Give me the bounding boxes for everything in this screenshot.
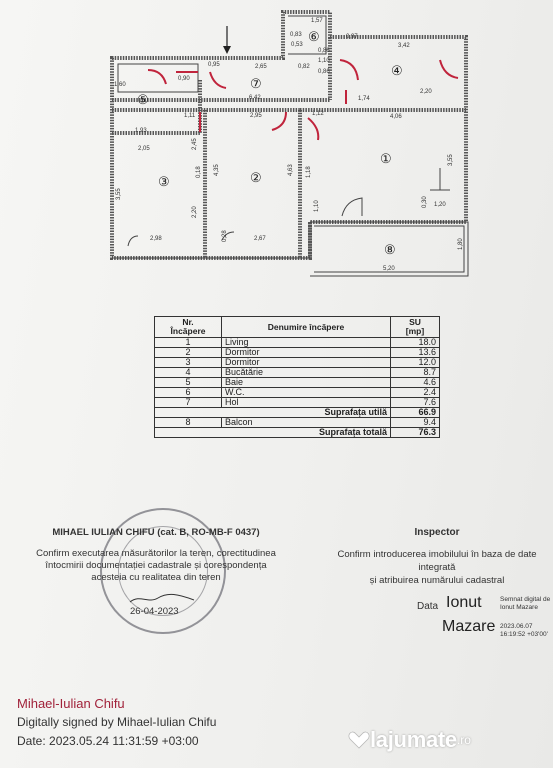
dim: 1,18: [306, 166, 312, 178]
table-row: [155, 368, 440, 378]
room-label-1: ①: [380, 151, 392, 166]
table-row: [155, 378, 440, 388]
dim: 4,06: [390, 114, 402, 120]
dim: 2,20: [420, 89, 432, 95]
digital-signer-name: Mihael-Iulian Chifu: [17, 696, 125, 711]
dim: 3,55: [448, 154, 454, 166]
inspector-big-name-1: Ionut: [446, 594, 482, 611]
dim: 2,95: [250, 113, 262, 119]
dim: 1,80: [458, 238, 464, 250]
dim: 0,28: [222, 230, 228, 242]
dim: 0,30: [422, 196, 428, 208]
cell-name: Bucătărie: [222, 368, 391, 378]
dim: 0,90: [178, 76, 190, 82]
balcony-outline: [112, 222, 468, 276]
useful-area-value: 66.9: [391, 408, 440, 418]
room-label-8: ⑧: [384, 242, 396, 257]
cell-nr: 6: [155, 388, 222, 398]
header-nr: [155, 317, 222, 338]
dim: 4,63: [288, 164, 294, 176]
table-row: [155, 418, 440, 428]
table-row: [155, 358, 440, 368]
inspector-signed-note: Semnat digital de Ionut Mazare: [500, 596, 551, 611]
total-area-row: [155, 428, 440, 438]
brand-tld: .ro: [456, 733, 471, 747]
surveyor-line-2: întocmirii documentației cadastrale și corespondența: [45, 560, 267, 571]
cell-name: W.C.: [222, 388, 391, 398]
header-su-l2: [mp]: [405, 326, 425, 336]
inspector-line-1: Confirm introducerea imobilului în baza de date integrată: [337, 549, 537, 573]
useful-area-row: [155, 408, 440, 418]
dim: 2,98: [150, 236, 162, 242]
surveyor-block: [20, 527, 292, 584]
cell-su: 9.4: [391, 418, 440, 428]
dim: 1,60: [114, 82, 126, 88]
cell-nr: 4: [155, 368, 222, 378]
handwritten-signature-icon: [128, 592, 198, 606]
cell-su: 4.6: [391, 378, 440, 388]
dim: 4,35: [214, 164, 220, 176]
cell-nr: 1: [155, 338, 222, 348]
dim: 3,55: [116, 188, 122, 200]
room-label-3: ③: [158, 174, 170, 189]
dim: 0,95: [208, 62, 220, 68]
cell-su: 13.6: [391, 348, 440, 358]
header-su: [391, 317, 440, 338]
dim: 1,12: [312, 111, 324, 117]
total-area-value: 76.3: [391, 428, 440, 438]
floor-plan: [0, 0, 553, 300]
digital-signed-by: Digitally signed by Mihael-Iulian Chifu: [17, 715, 217, 729]
dim: 0,82: [298, 64, 310, 70]
dim: 2,67: [254, 236, 266, 242]
header-nr-l2: Încăpere: [170, 326, 206, 336]
dim: 0,83: [290, 32, 302, 38]
digital-signed-date: Date: 2023.05.24 11:31:59 +03:00: [17, 734, 199, 748]
surveyor-name: MIHAEL IULIAN CHIFU (cat. B, RO-MB-F 0437): [52, 527, 260, 538]
plan-walls: [112, 12, 466, 258]
table-row: [155, 348, 440, 358]
dim: 2,45: [192, 138, 198, 150]
dim: 0,97: [346, 34, 358, 40]
header-nr-l1: Nr.: [182, 317, 194, 327]
surveyor-line-3: acesteia cu realitatea din teren: [91, 572, 221, 583]
dim: 3,42: [398, 43, 410, 49]
radiator-1: [430, 168, 450, 190]
brand-text: lajumate: [370, 727, 457, 752]
dim: 1,10: [318, 58, 330, 64]
cell-su: 8.7: [391, 368, 440, 378]
cell-nr: 2: [155, 348, 222, 358]
header-su-l1: SU: [409, 317, 421, 327]
dim: 1,20: [434, 202, 446, 208]
table-row: [155, 338, 440, 348]
cell-su: 12.0: [391, 358, 440, 368]
room-label-5: ⑤: [137, 92, 149, 107]
cell-nr: 8: [155, 418, 222, 428]
dim: 1,74: [358, 96, 370, 102]
total-area-label: Suprafața totală: [155, 428, 391, 438]
dim: 2,20: [192, 206, 198, 218]
cell-nr: 5: [155, 378, 222, 388]
heart-logo-icon: [348, 730, 370, 750]
dim: 1,11: [184, 113, 196, 119]
cell-name: Baie: [222, 378, 391, 388]
cell-name: Dormitor: [222, 358, 391, 368]
useful-area-label: Suprafața utilă: [155, 408, 391, 418]
door-room-3: [128, 236, 138, 246]
cell-nr: 7: [155, 398, 222, 408]
cell-name: Balcon: [222, 418, 391, 428]
table-header: [155, 317, 440, 338]
dim: 2,65: [255, 64, 267, 70]
inspector-signed-date: 2023.06.07 16:19:52 +03'00': [500, 623, 548, 638]
dim: 1,93: [135, 128, 147, 134]
dim: 0,18: [196, 166, 202, 178]
inspector-block: [318, 526, 553, 587]
dim: 1,57: [311, 18, 323, 24]
room-label-4: ④: [391, 63, 403, 78]
inspector-big-name-2: Mazare: [442, 618, 496, 635]
room-label-6: ⑥: [308, 29, 320, 44]
dim: 2,05: [138, 146, 150, 152]
cell-name: Living: [222, 338, 391, 348]
inspector-data-label: Data: [417, 601, 439, 612]
cell-su: 7.6: [391, 398, 440, 408]
inspector-title: Inspector: [414, 527, 460, 538]
room-label-2: ②: [250, 170, 262, 185]
balcony-door: [342, 198, 362, 216]
dim: 0,53: [291, 42, 303, 48]
inspector-line-2: și atribuirea numărului cadastral: [369, 575, 505, 586]
header-name: Denumire încăpere: [222, 317, 391, 338]
table-row: [155, 388, 440, 398]
cell-nr: 3: [155, 358, 222, 368]
dim: 1,10: [314, 200, 320, 212]
dim: 0,86: [318, 69, 330, 75]
cell-name: Dormitor: [222, 348, 391, 358]
surveyor-date: 26-04-2023: [130, 606, 179, 617]
surveyor-line-1: Confirm executarea măsurătorilor la teren, corectitudinea: [36, 548, 276, 559]
rooms-table: [154, 316, 440, 438]
dim: 0,86: [318, 48, 330, 54]
dim: 6,42: [249, 95, 261, 101]
table-row: [155, 398, 440, 408]
brand-watermark: [348, 727, 471, 753]
cell-su: 18.0: [391, 338, 440, 348]
room-label-7: ⑦: [250, 76, 262, 91]
dim: 5,20: [383, 266, 395, 272]
cell-su: 2.4: [391, 388, 440, 398]
cell-name: Hol: [222, 398, 391, 408]
arrow-down-icon: [223, 26, 231, 54]
